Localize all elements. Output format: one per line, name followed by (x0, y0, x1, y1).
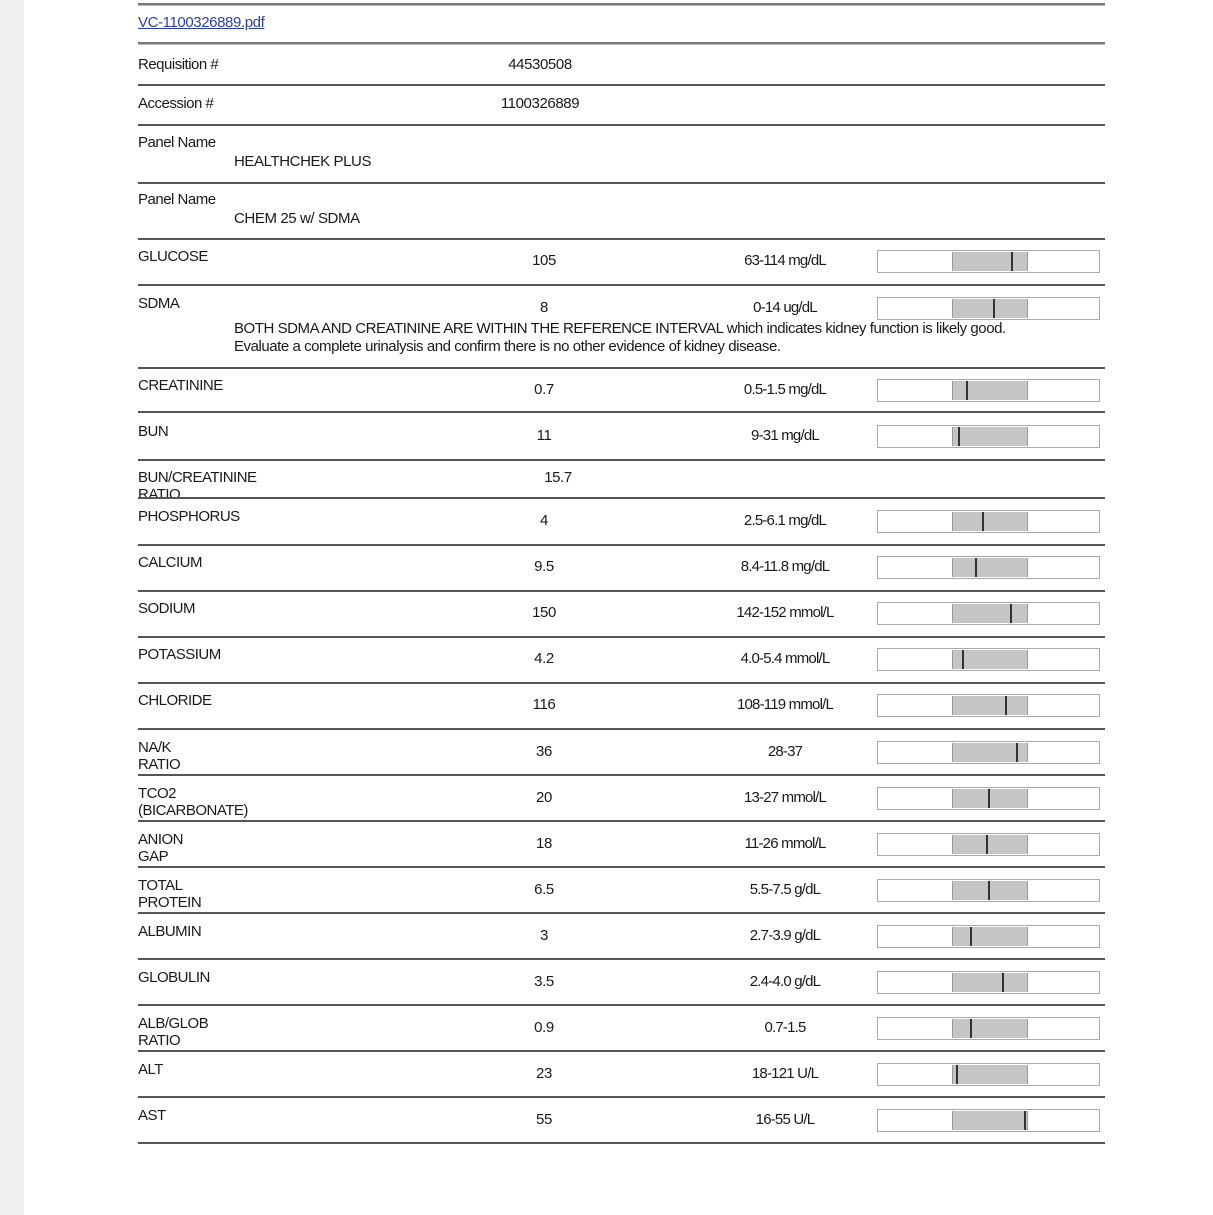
reference-band (952, 558, 1028, 577)
test-name: GLUCOSE (138, 248, 208, 265)
test-value: 150 (532, 604, 556, 621)
range-gauge (877, 971, 1100, 994)
row-divider (138, 636, 1105, 638)
test-name: CHLORIDE (138, 692, 212, 709)
reference-range: 2.7-3.9 g/dL (749, 927, 821, 944)
test-value: 105 (532, 252, 556, 269)
panel-name-label: Panel Name (138, 134, 216, 151)
row-divider (138, 1004, 1105, 1006)
reference-range: 18-121 U/L (751, 1065, 819, 1082)
range-gauge (877, 1063, 1100, 1086)
reference-range: 0-14 ug/dL (753, 299, 817, 316)
reference-range: 11-26 mmol/L (744, 835, 826, 852)
range-gauge (877, 787, 1100, 810)
row-divider (138, 1142, 1105, 1144)
reference-band (952, 789, 1028, 808)
result-marker (970, 927, 972, 946)
range-gauge (877, 602, 1100, 625)
test-value: 0.7 (534, 381, 554, 398)
test-value: 3 (540, 927, 548, 944)
test-value: 36 (536, 743, 552, 760)
test-value: 23 (536, 1065, 552, 1082)
reference-band (952, 835, 1028, 854)
test-name: SDMA (138, 295, 180, 312)
test-name: AST (138, 1107, 166, 1124)
range-gauge (877, 1017, 1100, 1040)
accession-label: Accession # (138, 95, 214, 112)
test-value: 4.2 (534, 650, 554, 667)
test-name: ANION GAP (138, 831, 184, 865)
row-divider (138, 682, 1105, 684)
row-divider (138, 912, 1105, 914)
row-divider (138, 124, 1105, 126)
test-name: NA/K RATIO (138, 739, 181, 773)
reference-range: 2.5-6.1 mg/dL (743, 512, 827, 529)
test-name: ALB/GLOB RATIO (138, 1015, 209, 1049)
result-marker (975, 558, 977, 577)
test-name: BUN (138, 423, 169, 440)
panel-name-value: CHEM 25 w/ SDMA (234, 210, 360, 227)
reference-band (952, 604, 1028, 623)
reference-band (952, 973, 1028, 992)
reference-band (952, 696, 1028, 715)
row-divider (138, 182, 1105, 184)
result-marker (956, 1065, 958, 1084)
test-name: GLOBULIN (138, 969, 210, 986)
reference-band (952, 927, 1028, 946)
requisition-label: Requisition # (138, 56, 219, 73)
row-divider (138, 284, 1105, 286)
test-value: 18 (536, 835, 552, 852)
row-divider (138, 367, 1105, 369)
test-value: 55 (536, 1111, 552, 1128)
result-marker (970, 1019, 972, 1038)
range-gauge (877, 250, 1100, 273)
range-gauge (877, 694, 1100, 717)
test-value: 6.5 (534, 881, 554, 898)
reference-band (952, 1019, 1028, 1038)
test-name: SODIUM (138, 600, 195, 617)
test-value: 3.5 (534, 973, 554, 990)
viewer-margin (0, 0, 24, 1215)
reference-range: 0.7-1.5 (764, 1019, 806, 1036)
reference-range: 13-27 mmol/L (743, 789, 827, 806)
result-marker (1024, 1111, 1026, 1130)
row-divider (138, 1096, 1105, 1098)
test-name: CREATININE (138, 377, 223, 394)
reference-range: 63-114 mg/dL (744, 252, 826, 269)
reference-range: 28-37 (767, 743, 803, 760)
reference-band (952, 427, 1028, 446)
test-name: TCO2 (BICARBONATE) (138, 785, 248, 819)
row-divider (138, 497, 1105, 499)
range-gauge (877, 925, 1100, 948)
test-name: ALBUMIN (138, 923, 202, 940)
interpretation-note: BOTH SDMA AND CREATININE ARE WITHIN THE REFERENCE INTERVAL which indicates kidney function is likely good. Evaluate a complete urinalysis and confirm there is no other evidence of kidney disease. (234, 320, 1006, 355)
row-divider (138, 774, 1105, 776)
test-name: TOTAL PROTEIN (138, 877, 202, 911)
top-rule (138, 3, 1105, 6)
test-value: 4 (540, 512, 548, 529)
reference-range: 2.4-4.0 g/dL (749, 973, 821, 990)
reference-range: 4.0-5.4 mmol/L (740, 650, 830, 667)
reference-range: 108-119 mmol/L (736, 696, 834, 713)
test-name: ALT (138, 1061, 163, 1078)
test-name: BUN/CREATININE RATIO (138, 469, 257, 503)
range-gauge (877, 648, 1100, 671)
test-value: 0.9 (534, 1019, 554, 1036)
result-marker (958, 427, 960, 446)
test-name: CALCIUM (138, 554, 203, 571)
file-name-link[interactable]: VC-1100326889.pdf (138, 14, 265, 31)
row-divider (138, 590, 1105, 592)
range-gauge (877, 379, 1100, 402)
panel-name-label: Panel Name (138, 191, 216, 208)
result-marker (1010, 604, 1012, 623)
reference-band (952, 252, 1028, 271)
row-divider (138, 958, 1105, 960)
test-value: 9.5 (534, 558, 554, 575)
result-marker (986, 835, 988, 854)
range-gauge (877, 879, 1100, 902)
requisition-value: 44530508 (508, 56, 572, 73)
row-divider (138, 411, 1105, 413)
reference-range: 8.4-11.8 mg/dL (740, 558, 830, 575)
reference-range: 16-55 U/L (755, 1111, 815, 1128)
reference-band (952, 512, 1028, 531)
result-marker (1016, 743, 1018, 762)
range-gauge (877, 1109, 1100, 1132)
result-marker (993, 299, 995, 318)
range-gauge (877, 510, 1100, 533)
reference-range: 142-152 mmol/L (736, 604, 834, 621)
row-divider (138, 544, 1105, 546)
result-marker (1002, 973, 1004, 992)
reference-band (952, 1065, 1028, 1084)
reference-band (952, 1111, 1028, 1130)
result-marker (982, 512, 984, 531)
range-gauge (877, 425, 1100, 448)
test-value: 116 (532, 696, 556, 713)
result-marker (988, 881, 990, 900)
reference-band (952, 881, 1028, 900)
row-divider (138, 459, 1105, 461)
test-value: 11 (536, 427, 552, 444)
test-name: PHOSPHORUS (138, 508, 240, 525)
row-divider (138, 238, 1105, 240)
range-gauge (877, 556, 1100, 579)
row-divider (138, 84, 1105, 86)
test-value: 8 (540, 299, 548, 316)
reference-range: 5.5-7.5 g/dL (749, 881, 821, 898)
result-marker (988, 789, 990, 808)
reference-band (952, 299, 1028, 318)
result-marker (1011, 252, 1013, 271)
result-marker (966, 381, 968, 400)
range-gauge (877, 297, 1100, 320)
panel-name-value: HEALTHCHEK PLUS (234, 153, 372, 170)
accession-value: 1100326889 (500, 95, 580, 112)
row-divider (138, 866, 1105, 868)
row-divider (138, 1050, 1105, 1052)
range-gauge (877, 741, 1100, 764)
test-value: 15.7 (544, 469, 572, 486)
reference-range: 0.5-1.5 mg/dL (743, 381, 827, 398)
report-page (24, 0, 1213, 1215)
row-divider (138, 728, 1105, 730)
range-gauge (877, 833, 1100, 856)
test-name: POTASSIUM (138, 646, 221, 663)
reference-band (952, 381, 1028, 400)
header-rule (138, 42, 1105, 45)
test-value: 20 (536, 789, 552, 806)
reference-range: 9-31 mg/dL (751, 427, 819, 444)
result-marker (1005, 696, 1007, 715)
row-divider (138, 820, 1105, 822)
result-marker (962, 650, 964, 669)
